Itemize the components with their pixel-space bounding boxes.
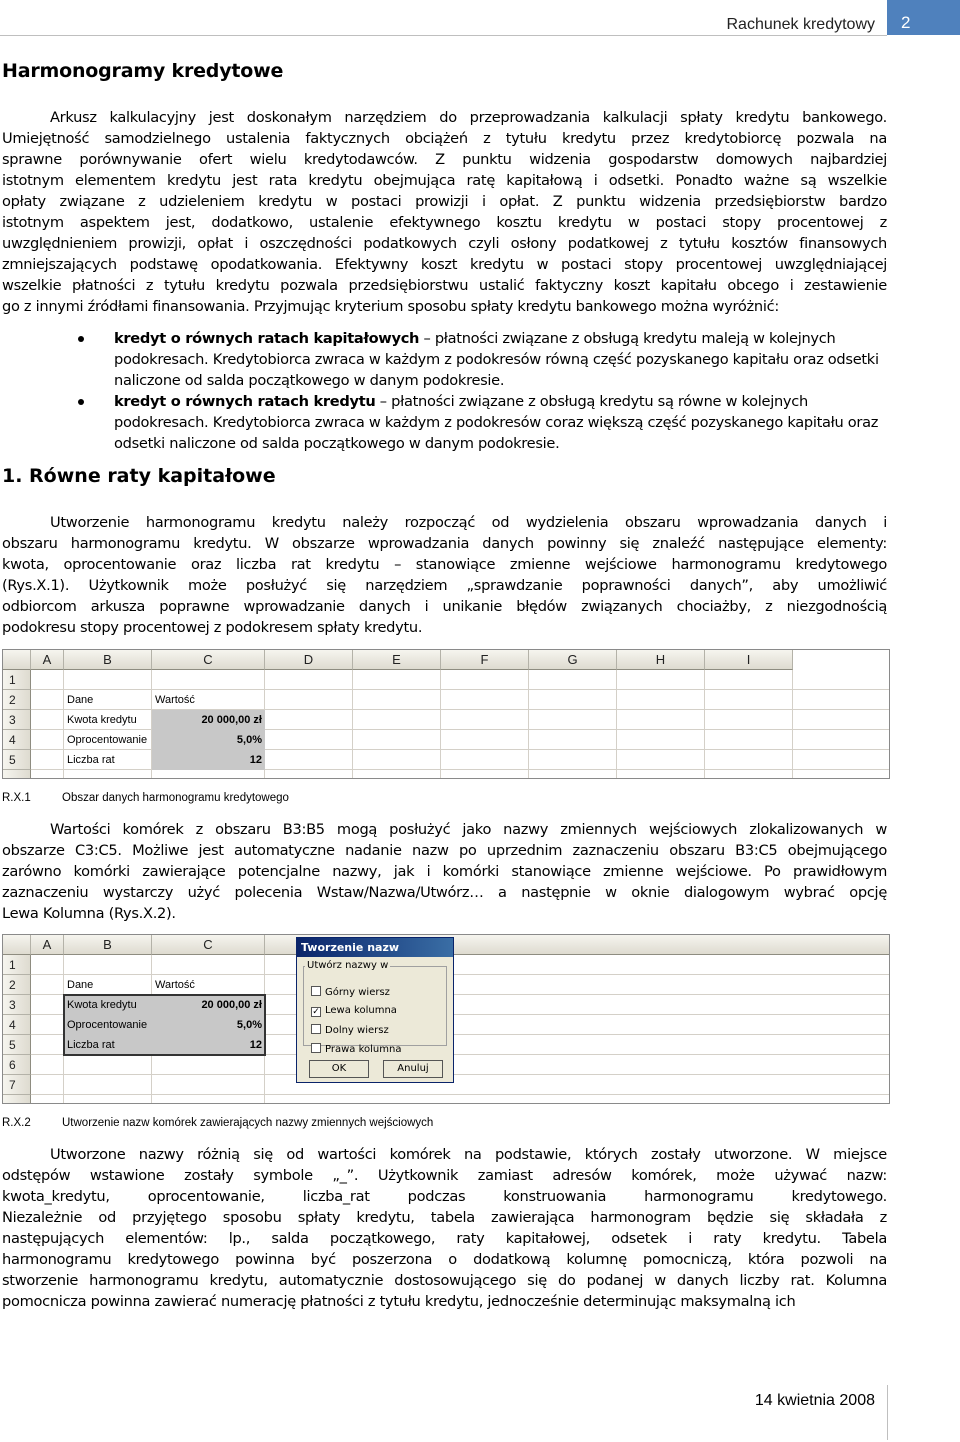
row-header[interactable]: 6 (3, 1055, 31, 1075)
text-line: kwota_kredytu, oprocentowanie, liczba_rat podczas konstruowania harmonogramu kredytowego. (2, 1188, 887, 1205)
paragraph-3 (2, 819, 887, 924)
sheet-corner[interactable] (3, 650, 31, 670)
row-header[interactable]: 5 (3, 750, 31, 770)
bullet-text: – płatności związane z obsługą kredytu są równe w kolejnych podokresach. Kredytobiorca zwraca w każdym z podokresów coraz większą część pozyskanego kapitału oraz odsetki naliczone od salda początkowego w danym podokresie. (114, 393, 879, 452)
option-right-column[interactable]: Prawa kolumna (311, 1043, 401, 1055)
text-line: zarówno komórki zawierające potencjalne nazwy, jak i komórki stanowiące zmienne wejściowe. Po prawidłowym (2, 863, 887, 880)
text-line: kwota, oprocentowanie oraz liczba rat kredytu – stanowiące zmienne wejściowe harmonogramu kredytowego (2, 556, 887, 573)
page-number-box: 2 (887, 0, 960, 35)
text-line: podokresu stopy procentowej z podokresem spłaty kredytu. (2, 619, 423, 636)
cancel-button[interactable]: Anuluj (383, 1060, 443, 1078)
cell-label[interactable]: Kwota kredytu (64, 995, 152, 1015)
gridline (616, 670, 617, 779)
column-header[interactable]: D (265, 650, 353, 670)
paragraph-2 (2, 512, 887, 638)
sheet-corner[interactable] (3, 935, 31, 955)
cell-B2[interactable]: Dane (67, 694, 94, 706)
text-line: Lewa Kolumna (Rys.X.2). (2, 905, 176, 922)
bullet-list (78, 328, 888, 454)
row-header[interactable]: 4 (3, 1015, 31, 1035)
cell-label[interactable]: Kwota kredytu (67, 714, 137, 726)
text-line: opłaty związane z udzieleniem kredytu w postaci prowizji i opłat. Z punktu widzenia przedsiębiorstw bardzo (2, 193, 887, 210)
row-header[interactable]: 5 (3, 1035, 31, 1055)
text-line: Niezależnie od przyjętego sposobu spłaty kredytu, tabela zawierająca harmonogram będzie się składała z (2, 1209, 887, 1226)
cell-value[interactable]: 20 000,00 zł (152, 995, 265, 1015)
text-line: Wartości komórek z obszaru B3:B5 mogą posłużyć jako nazwy zmiennych wejściowych zlokalizowanych w (50, 821, 887, 838)
row-header[interactable]: 2 (3, 690, 31, 710)
cell-C2[interactable]: Wartość (155, 694, 195, 706)
header-title: Rachunek kredytowy (726, 16, 875, 33)
text-line: istotnym aspektem jest, dodatkowo, ustalenie efektywnego kosztu kredytu w postaci stopy procentowej z (2, 214, 887, 231)
row-header[interactable] (3, 1095, 31, 1104)
row-header[interactable]: 2 (3, 975, 31, 995)
gridline (31, 1074, 890, 1075)
column-header[interactable]: C (152, 650, 265, 670)
gridline (792, 670, 793, 779)
figure-2-id: R.X.2 (2, 1117, 31, 1129)
text-line: zaznaczeniu wystarczy użyć polecenia Wstaw/Nazwa/Utwórz… a następnie w oknie dialogowym wybrać opcję (2, 884, 887, 901)
figure-1-text: Obszar danych harmonogramu kredytowego (62, 792, 289, 804)
dialog-title: Tworzenie nazw (297, 938, 453, 957)
checkbox-icon[interactable] (311, 986, 321, 996)
cell-value[interactable]: 12 (152, 750, 265, 770)
option-bottom-row[interactable]: Dolny wiersz (311, 1024, 389, 1036)
row-header[interactable]: 1 (3, 670, 31, 690)
figure-2-text: Utworzenie nazw komórek zawierających nazwy zmiennych wejściowych (62, 1117, 434, 1129)
bullet-icon (78, 336, 84, 342)
text-line: obszarze C3:C5. Możliwe jest automatyczne nadanie nazw po uprzednim zaznaczeniu obszaru B3:C5 obejmującego (2, 842, 887, 859)
text-line: stworzenie harmonogramu kredytu, automatycznie dostosowującego się do podanej w danych liczby rat. Kolumna (2, 1272, 887, 1289)
paragraph-4 (2, 1144, 887, 1312)
checkbox-checked-icon[interactable]: ✓ (312, 1007, 320, 1017)
checkbox-icon[interactable] (311, 1024, 321, 1034)
column-header[interactable]: G (529, 650, 617, 670)
footer-rule (887, 1385, 888, 1440)
header-rule (0, 35, 887, 36)
cell-label[interactable]: Liczba rat (64, 1035, 152, 1055)
text-line: go z innymi źródłami finansowania. Przyjmując kryterium sposobu spłaty kredytu bankowego można wyróżnić: (2, 298, 779, 315)
gridline (704, 670, 705, 779)
section-title: Harmonogramy kredytowe (2, 60, 284, 82)
cell-label[interactable]: Oprocentowanie (64, 1015, 152, 1035)
bullet-item (78, 328, 888, 391)
figure-1-id: R.X.1 (2, 792, 31, 804)
gridline (31, 1094, 890, 1095)
cell-label[interactable]: Liczba rat (67, 754, 115, 766)
bullet-term: kredyt o równych ratach kapitałowych (114, 330, 420, 347)
ok-button[interactable]: OK (309, 1060, 369, 1078)
text-line: Utworzenie harmonogramu kredytu należy rozpocząć od wydzielenia obszaru wprowadzania danych i (50, 514, 887, 531)
text-line: Utworzone nazwy różnią się od wartości komórek na podstawie, których zostały utworzone. W miejsce (50, 1146, 887, 1163)
text-line: uwzględnieniem prowizji, opłat i oszczędności podatkowych czyli osłony podatkowej z tytułu kosztów finansowych (2, 235, 887, 252)
row-header[interactable]: 3 (3, 710, 31, 730)
column-header[interactable]: I (705, 650, 793, 670)
cell-label[interactable]: Oprocentowanie (67, 734, 148, 746)
cell-value[interactable]: 20 000,00 zł (152, 710, 265, 730)
bullet-icon (78, 399, 84, 405)
column-header[interactable]: A (31, 650, 64, 670)
row-header[interactable]: 1 (3, 955, 31, 975)
selection-range (63, 994, 266, 1056)
cell-value[interactable]: 5,0% (152, 1015, 265, 1035)
text-line: pomocnicza powinna zawierać numerację płatności z tytułu kredytu, jednocześnie determinując maksymalną ich (2, 1293, 796, 1310)
column-header[interactable]: C (152, 935, 265, 955)
column-header[interactable]: B (64, 935, 152, 955)
gridline (528, 670, 529, 779)
text-line: odstępów wstawione zostały symbole „_”. Użytkownik zamiast adresów komórek, może używać nazw: (2, 1167, 887, 1184)
option-top-row[interactable]: Górny wiersz (311, 986, 390, 998)
bullet-item (78, 391, 888, 454)
text-line: sprawne porównywanie ofert wielu kredytodawców. Z punktu widzenia gospodarstw domowych najbardziej (2, 151, 887, 168)
option-left-column[interactable]: ✓ Lewa kolumna (312, 1005, 397, 1017)
column-header[interactable]: H (617, 650, 705, 670)
spreadsheet-figure-1 (2, 649, 890, 779)
text-line: Arkusz kalkulacyjny jest doskonałym narzędziem do przeprowadzania kalkulacji spłaty kredytu bankowego. (50, 109, 887, 126)
row-header[interactable]: 7 (3, 1075, 31, 1095)
column-header[interactable]: A (31, 935, 64, 955)
cell-value[interactable]: 12 (152, 1035, 265, 1055)
text-line: odbiorcom arkusza poprawne wprowadzanie danych i unikanie błędów związanych chociażby, z niezgodnością (2, 598, 887, 615)
bullet-text: – płatności związane z obsługą kredytu maleją w kolejnych podokresach. Kredytobiorca zwraca w każdym z podokresów równą część pozyskanego kapitału oraz odsetki naliczone od salda początkowego w danym podokresie. (114, 330, 879, 389)
dialog-group-label: Utwórz nazwy w (307, 960, 389, 971)
create-names-dialog (296, 937, 454, 1083)
text-line: harmonogramu kredytowego powinna być poszerzona o dodatkową kolumnę pomocniczą, która pozwoli na (2, 1251, 887, 1268)
text-line: następujących elementów: lp., salda początkowego, raty kapitałowej, odsetek i raty kredytu. Tabela (2, 1230, 887, 1247)
intro-paragraph (2, 107, 887, 317)
text-line: wszelkie płatności z tytułu kredytu pozwala przedsiębiorstwu ustalić faktyczny koszt kapitału obcego i zestawienie (2, 277, 887, 294)
row-header[interactable]: 4 (3, 730, 31, 750)
bullet-term: kredyt o równych ratach kredytu (114, 393, 376, 410)
column-header[interactable]: F (441, 650, 529, 670)
text-line: istotnym elementem kredytu jest rata kredytu obejmująca ratę kapitałową i odsetki. Ponadto ważne są wszelkie (2, 172, 887, 189)
cell-value[interactable]: 5,0% (152, 730, 265, 750)
checkbox-icon[interactable] (311, 1043, 321, 1053)
gridline (440, 670, 441, 779)
cell-B2[interactable]: Dane (67, 979, 94, 991)
gridline (352, 670, 353, 779)
row-header[interactable]: 3 (3, 995, 31, 1015)
text-line: obszaru harmonogramu kredytu. W obszarze wprowadzania danych powinny się znaleźć następujące elementy: (2, 535, 887, 552)
text-line: (Rys.X.1). Użytkownik może posłużyć się narzędziem „sprawdzanie poprawności danych”, aby umożliwić (2, 577, 887, 594)
footer-date: 14 kwietnia 2008 (754, 1392, 875, 1409)
subsection-title: 1. Równe raty kapitałowe (2, 465, 276, 487)
column-header[interactable]: B (64, 650, 152, 670)
column-header[interactable]: E (353, 650, 441, 670)
row-header[interactable] (3, 770, 31, 779)
text-line: Umiejętność samodzielnego ustalenia faktycznych obciążeń z tytułu kredytu przez kredytobiorcę pozwala na (2, 130, 887, 147)
text-line: zmniejszających podstawę opodatkowania. Efektywny koszt kredytu w postaci stopy procentowej uwzględniającej (2, 256, 887, 273)
cell-C2[interactable]: Wartość (155, 979, 195, 991)
